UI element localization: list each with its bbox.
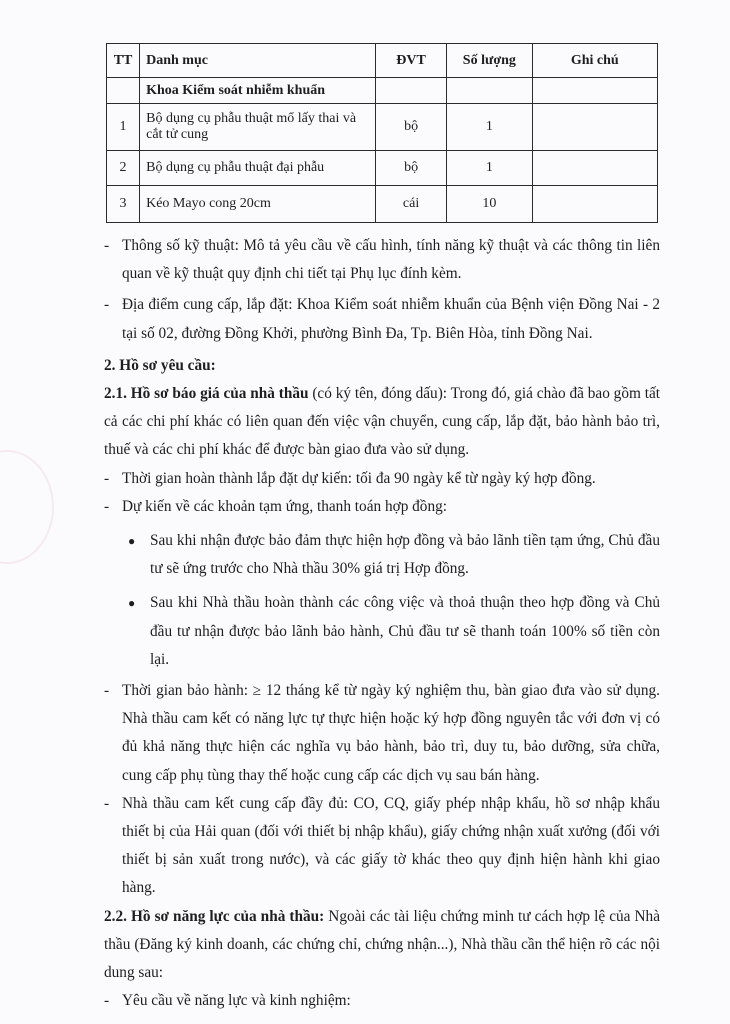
dash-mark: - — [104, 237, 110, 254]
dash-mark: - — [104, 992, 110, 1010]
capability-paragraph — [104, 987, 660, 1015]
row-name: Bộ dụng cụ phẫu thuật đại phẫu — [140, 151, 376, 186]
completion-text: Thời gian hoàn thành lắp đặt dự kiến: tối đa 90 ngày kể từ ngày ký hợp đồng. — [122, 469, 596, 487]
row-unit: cái — [375, 186, 446, 223]
capability-text: Yêu cầu về năng lực và kinh nghiệm: — [122, 992, 351, 1010]
group-name: Khoa Kiểm soát nhiễm khuẩn — [140, 78, 376, 104]
table-row — [107, 186, 658, 223]
header-tt: TT — [107, 44, 140, 78]
header-note: Ghi chú — [532, 44, 658, 78]
section-2-1-label: 2.1. Hồ sơ báo giá của nhà thầu — [104, 385, 309, 403]
header-unit: ĐVT — [375, 44, 446, 78]
warranty-text: Thời gian bảo hành: ≥ 12 tháng kể từ ngày ký nghiệm thu, bàn giao đưa vào sử dụng. Nhà thầu cam kết có năng lực tự thực hiện hoặc ký hợp đồng nguyên tắc với đơn vị có đủ khả năng thực hiện các nghĩa vụ bảo hành, bảo trì, duy tu, bảo dưỡng, sửa chữa, cung cấp phụ tùng thay thế hoặc cung cấp các dịch vụ sau bán hàng. — [122, 682, 660, 784]
row-unit: bộ — [375, 151, 446, 186]
advance-text: Dự kiến về các khoản tạm ứng, thanh toán hợp đồng: — [122, 497, 448, 515]
bullet-text: Sau khi Nhà thầu hoàn thành các công việc và thoả thuận theo hợp đồng và Chủ đầu tư nhận được bảo lãnh bảo hành, Chủ đầu tư sẽ thanh toán 100% số tiền còn lại. — [150, 594, 660, 668]
row-note — [532, 186, 658, 223]
documents-paragraph — [104, 790, 660, 903]
row-note — [532, 151, 658, 186]
bullet-icon: ● — [128, 596, 136, 611]
faded-stamp — [0, 450, 54, 564]
warranty-paragraph — [104, 677, 660, 790]
row-tt: 2 — [107, 151, 140, 186]
row-qty: 10 — [447, 186, 532, 223]
table-row — [107, 151, 658, 186]
section-2-2-paragraph — [104, 903, 660, 988]
location-text: Địa điểm cung cấp, lắp đặt: Khoa Kiểm soát nhiễm khuẩn của Bệnh viện Đồng Nai - 2 tại số 02, đường Đồng Khởi, phường Bình Đa, Tp. Biên Hòa, tỉnh Đồng Nai. — [122, 296, 660, 342]
row-tt: 3 — [107, 186, 140, 223]
dash-mark: - — [104, 296, 110, 314]
dash-mark: - — [104, 469, 110, 487]
row-qty: 1 — [447, 104, 532, 151]
spec-paragraph — [104, 232, 660, 288]
bullet-text: Sau khi nhận được bảo đảm thực hiện hợp đồng và bảo lãnh tiền tạm ứng, Chủ đầu tư sẽ ứng trước cho Nhà thầu 30% giá trị Hợp đồng. — [150, 532, 660, 578]
header-name: Danh mục — [140, 44, 376, 78]
documents-text: Nhà thầu cam kết cung cấp đầy đủ: CO, CQ, giấy phép nhập khẩu, hồ sơ nhập khẩu thiết bị của Hải quan (đối với thiết bị nhập khẩu), giấy chứng nhận xuất xưởng (đối với thiết bị sản xuất trong nước), và các giấy tờ khác theo quy định hiện hành khi giao hàng. — [122, 794, 660, 897]
equipment-table — [106, 43, 658, 223]
section-2-1-paragraph — [104, 380, 660, 465]
row-note — [532, 104, 658, 151]
dash-mark: - — [104, 794, 110, 812]
section-2-1-text: (có ký tên, đóng dấu): Trong đó, giá chào đã bao gồm tất cả các chi phí khác có liên quan đến việc vận chuyển, cung cấp, lắp đặt, bảo hành bảo trì, thuế và các chi phí khác để được bàn giao đưa vào sử dụng. — [104, 385, 661, 459]
row-name: Kéo Mayo cong 20cm — [140, 186, 376, 223]
section-2-heading: 2. Hồ sơ yêu cầu: — [104, 356, 216, 374]
bullet-item — [104, 527, 660, 583]
table-row — [107, 104, 658, 151]
advance-paragraph — [104, 493, 660, 521]
dash-mark: - — [104, 682, 110, 700]
completion-paragraph — [104, 465, 660, 493]
document-body — [104, 232, 660, 1015]
row-name: Bộ dụng cụ phẫu thuật mổ lấy thai và cắt tử cung — [140, 104, 376, 151]
bullet-icon: ● — [128, 534, 136, 549]
bullet-item — [104, 589, 660, 674]
location-paragraph — [104, 291, 660, 347]
spec-text: Thông số kỹ thuật: Mô tả yêu cầu về cấu hình, tính năng kỹ thuật và các thông tin liên quan về kỹ thuật quy định chi tiết tại Phụ lục đính kèm. — [122, 237, 660, 283]
table-group-row — [107, 78, 658, 104]
section-2-2-label: 2.2. Hồ sơ năng lực của nhà thầu: — [104, 907, 325, 925]
section-2-2-text: Ngoài các tài liệu chứng minh tư cách hợp lệ của Nhà thầu (Đăng ký kinh doanh, các chứng chỉ, chứng nhận...), Nhà thầu cần thể hiện rõ các nội dung sau: — [104, 907, 660, 982]
header-qty: Số lượng — [447, 44, 532, 78]
dash-mark: - — [104, 497, 110, 515]
row-tt: 1 — [107, 104, 140, 151]
row-qty: 1 — [447, 151, 532, 186]
row-unit: bộ — [375, 104, 446, 151]
table-header-row — [107, 44, 658, 78]
